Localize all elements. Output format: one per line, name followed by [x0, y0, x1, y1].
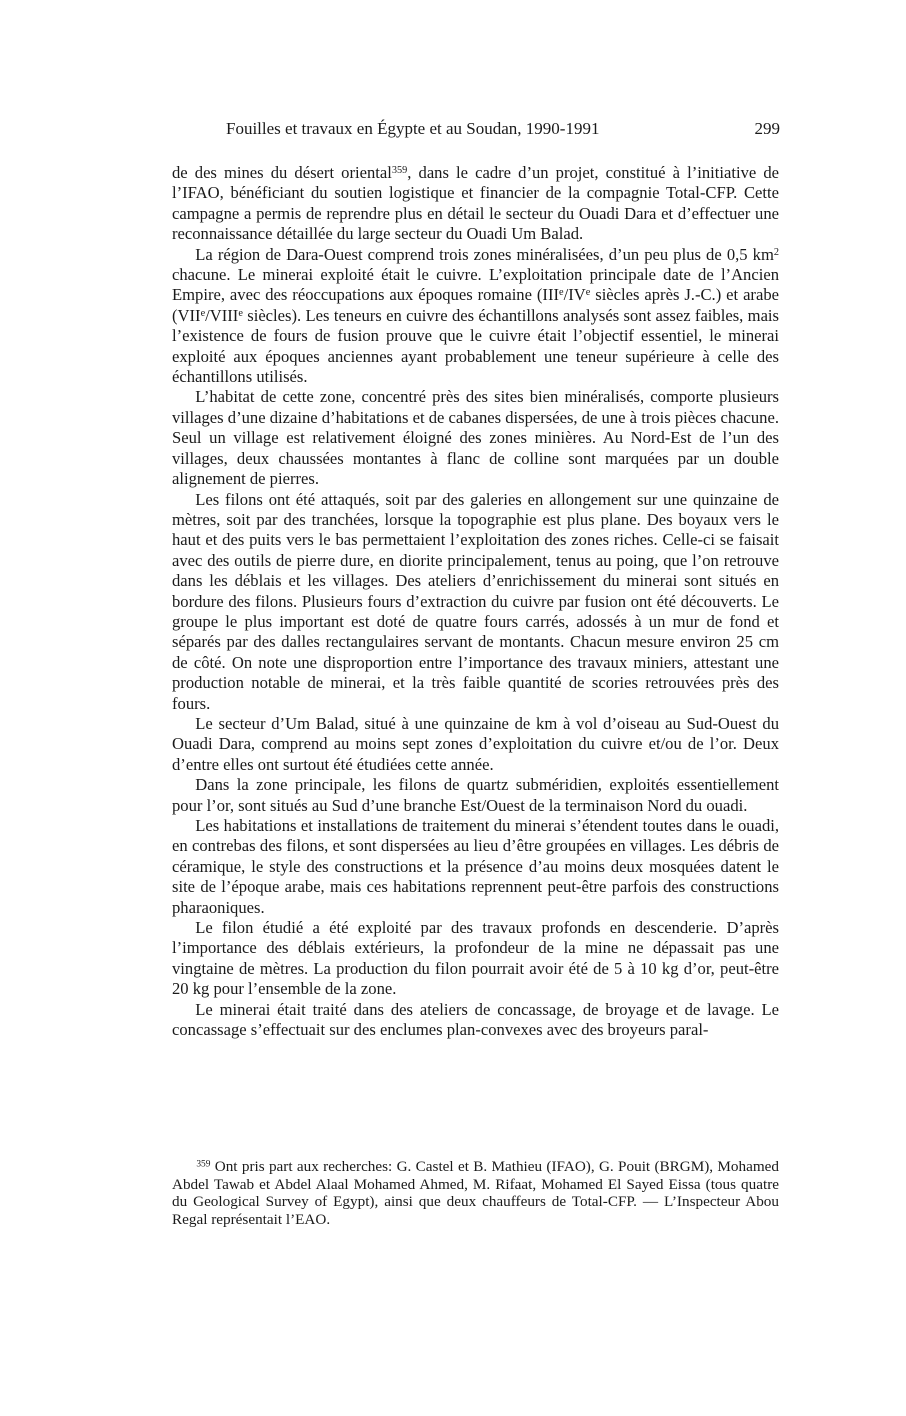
- running-header: [172, 119, 780, 141]
- paragraph: Le minerai était traité dans des ateliers de concassage, de broyage et de lavage. Le concassage s’effectuait sur des enclumes plan-convexes avec des broyeurs paral-: [172, 999, 779, 1040]
- running-title: Fouilles et travaux en Égypte et au Soudan, 1990-1991: [226, 119, 600, 138]
- superscript: e: [200, 307, 206, 319]
- footnote: [172, 1158, 779, 1228]
- superscript: e: [238, 307, 243, 319]
- superscript: 2: [773, 246, 779, 258]
- paragraph: Les filons ont été attaqués, soit par des galeries en allongement sur une quinzaine de mètres, soit par des tranchées, lorsque la topographie est plus plane. Des boyaux vers le haut et des puits vers le bas permettaient l’exploitation des zones riches. Celle-ci se faisait avec des outils de pierre dure, en diorite principalement, tenus au poing, que l’on retrouve dans les déblais et les villages. Des ateliers d’enrichissement du minerai sont situés en bordure des filons. Plusieurs fours d’extraction du cuivre par fusion ont été découverts. Le groupe le plus important est doté de quatre fours carrés, adossés à un mur de fond et séparés par des dalles rectangulaires servant de montants. Chacun mesure environ 25 cm de côté. On note une disproportion entre l’importance des travaux miniers, attestant une production notable de minerai, et la très faible quantité de scories retrouvées près des fours.: [172, 489, 779, 713]
- paragraph: L’habitat de cette zone, concentré près des sites bien minéralisés, comporte plusieurs villages d’une dizaine d’habitations et de cabanes dispersées, de une à trois pièces chacune. Seul un village est relativement éloigné des zones minières. Au Nord-Est de l’un des villages, deux chaussées montantes à flanc de colline sont marquées par un double alignement de pierres.: [172, 387, 779, 489]
- paragraph: Le secteur d’Um Balad, situé à une quinzaine de km à vol d’oiseau au Sud-Ouest du Ouadi Dara, comprend au moins sept zones d’exploitation du cuivre et/ou de l’or. Deux d’entre elles ont surtout été étudiées cette année.: [172, 713, 779, 774]
- paragraph: La région de Dara-Ouest comprend trois zones minéralisées, d’un peu plus de 0,5 $km^2$ chacune. Le minerai exploité était le cuivre. L’exploitation principale date de l’Ancien Empire, avec des réoccupations aux époques romaine (IIIe/IVe siècles après J.-C.) et arabe (VIIe/VIIIe siècles). Les teneurs en cuivre des échantillons analysés sont assez faibles, mais l’existence de fours de fusion prouve que le cuivre était l’objectif essentiel, le minerai exploité aux époques anciennes ayant probablement une teneur supérieure à celle des échantillons utilisés.: [172, 244, 779, 387]
- superscript: e: [585, 287, 591, 299]
- paragraph: Le filon étudié a été exploité par des travaux profonds en descenderie. D’après l’importance des déblais extérieurs, la profondeur de la mine ne dépassait pas une vingtaine de mètres. La production du filon pourrait avoir été de 5 à 10 kg d’or, peut-être 20 kg pour l’ensemble de la zone.: [172, 918, 779, 999]
- body-text: [172, 163, 779, 1040]
- page-number: 299: [754, 119, 780, 138]
- paragraph: de des mines du désert oriental$^{359}$, dans le cadre d’un projet, constitué à l’initiative de l’IFAO, bénéficiant du soutien logistique et financier de la compagnie Total-CFP. Cette campagne a permis de reprendre plus en détail le secteur du Ouadi Dara et d’effectuer une reconnaissance détaillée du large secteur du Ouadi Um Balad.: [172, 163, 779, 244]
- footnote-text: Ont pris part aux recherches: G. Castel et B. Mathieu (IFAO), G. Pouit (BRGM), Mohamed Abdel Tawab et Abdel Alaal Mohamed Ahmed, M. Rifaat, Mohamed El Sayed Eissa (tous quatre du Geological Survey of Egypt), ainsi que deux chauffeurs de Total-CFP. — L’Inspecteur Abou Regal représentait l’EAO.: [172, 1158, 779, 1228]
- superscript: e: [559, 287, 564, 299]
- footnote-reference: 359: [391, 164, 408, 176]
- paragraph: Les habitations et installations de traitement du minerai s’étendent toutes dans le ouadi, en contrebas des filons, et sont dispersées au lieu d’être groupées en villages. Les débris de céramique, le style des constructions et la présence d’au moins deux mosquées datent le site de l’époque arabe, mais ces habitations reprennent peut-être parfois des constructions pharaoniques.: [172, 816, 779, 917]
- footnotes: [172, 1158, 779, 1228]
- footnote-number: 359: [196, 1159, 211, 1170]
- paragraph: Dans la zone principale, les filons de quartz subméridien, exploités essentiellement pour l’or, sont situés au Sud d’une branche Est/Ouest de la terminaison Nord du ouadi.: [172, 775, 779, 815]
